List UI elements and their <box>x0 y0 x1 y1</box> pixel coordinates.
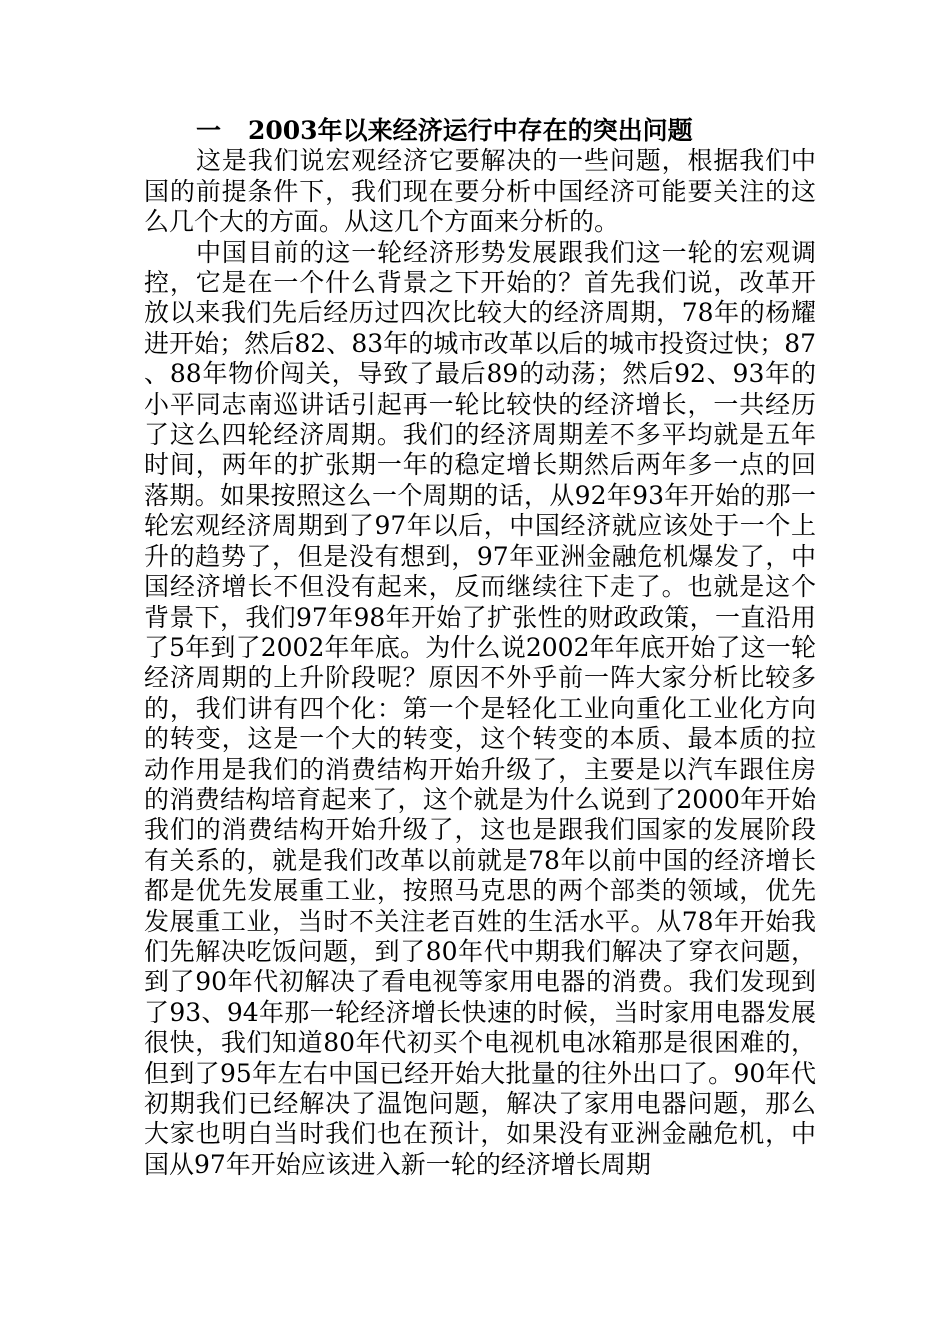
section-number: 一 <box>196 116 222 145</box>
section-heading <box>144 116 816 146</box>
document-body <box>144 116 816 1180</box>
section-title: 2003年以来经济运行中存在的突出问题 <box>248 116 693 145</box>
paragraph-background: 中国目前的这一轮经济形势发展跟我们这一轮的宏观调控，它是在一个什么背景之下开始的？首先我们说，改革开放以来我们先后经历过四次比较大的经济周期，78年的杨耀进开始；然后82、83年的城市改革以后的城市投资过快；87、88年物价闯关，导致了最后89的动荡；然后92、93年的小平同志南巡讲话引起再一轮比较快的经济增长，一共经历了这么四轮经济周期。我们的经济周期差不多平均就是五年时间，两年的扩张期一年的稳定增长期然后两年多一点的回落期。如果按照这么一个周期的话，从92年93年开始的那一轮宏观经济周期到了97年以后，中国经济就应该处于一个上升的趋势了，但是没有想到，97年亚洲金融危机爆发了，中国经济增长不但没有起来，反而继续往下走了。也就是这个背景下，我们97年98年开始了扩张性的财政政策，一直沿用了5年到了2002年年底。为什么说2002年年底开始了这一轮经济周期的上升阶段呢？原因不外乎前一阵大家分析比较多的，我们讲有四个化：第一个是轻化工业向重化工业化方向的转变，这是一个大的转变，这个转变的本质、最本质的拉动作用是我们的消费结构开始升级了，主要是以汽车跟住房的消费结构培育起来了，这个就是为什么说到了2000年开始我们的消费结构开始升级了，这也是跟我们国家的发展阶段有关系的，就是我们改革以前就是78年以前中国的经济增长都是优先发展重工业，按照马克思的两个部类的领域，优先发展重工业，当时不关注老百姓的生活水平。从78年开始我们先解决吃饭问题，到了80年代中期我们解决了穿衣问题，到了90年代初解决了看电视等家用电器的消费。我们发现到了93、94年那一轮经济增长快速的时候，当时家用电器发展很快，我们知道80年代初买个电视机电冰箱那是很困难的，但到了95年左右中国已经开始大批量的往外出口了。90年代初期我们已经解决了温饱问题，解决了家用电器问题，那么大家也明白当时我们也在预计，如果没有亚洲金融危机，中国从97年开始应该进入新一轮的经济增长周期 <box>144 237 816 1179</box>
paragraph-intro: 这是我们说宏观经济它要解决的一些问题，根据我们中国的前提条件下，我们现在要分析中国经济可能要关注的这么几个大的方面。从这几个方面来分析的。 <box>144 146 816 237</box>
